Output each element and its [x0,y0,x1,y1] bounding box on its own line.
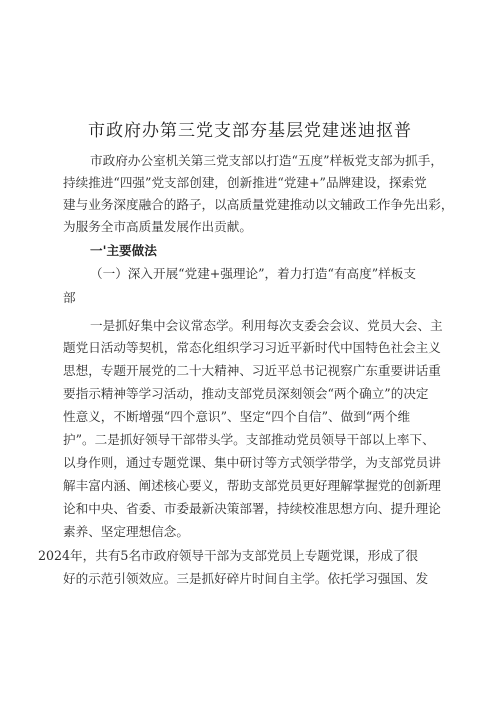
paragraph-line: 要指示精神等学习活动，推动支部党员深刻领会“两个确立”的决定 [63,386,429,401]
section-heading: 一'主要做法 [90,243,157,258]
paragraph-line: 性意义，不断增强“四个意识”、坚定“四个自信”、做到“两个维 [63,409,411,424]
paragraph-line: 持续推进“四强”党支部创建，创新推进“党建+”品牌建设，探索党 [63,175,427,190]
subsection-heading-continued: 部 [63,290,76,305]
paragraph-line: 建与业务深度融合的路子，以高质量党建推动以文辅政工作争先出彩， [63,197,454,212]
paragraph-line: 以身作则，通过专题党课、集中研讨等方式领学带学，为支部党员讲 [63,455,441,470]
paragraph-line: 2024年，共有5名市政府领导干部为支部党员上专题党课，形成了很 [38,548,419,563]
paragraph-line: 护”。二是抓好领导干部带头学。支部推动党员领导干部以上率下、 [63,432,435,447]
paragraph-line: 市政府办公室机关第三党支部以打造“五度”样板党支部为抓手， [90,153,443,168]
document-title: 市政府办第三党支部夯基层党建迷迪抠普 [88,121,412,141]
paragraph-line: 思想，专题开展党的二十大精神、习近平总书记视察广东重要讲话重 [63,363,441,378]
subsection-heading: （一）深入开展“党建+强理论”，着力打造“有高度”样板支 [90,266,416,281]
paragraph-line: 解丰富内涵、阐述核心要义，帮助支部党员更好理解掌握党的创新理 [63,478,441,493]
paragraph-line: 素养、坚定理想信念。 [63,524,189,539]
paragraph-line: 好的示范引领效应。三是抓好碎片时间自主学。依托学习强国、发 [63,571,429,586]
paragraph-line: 为服务全市高质量发展作出贡献。 [63,219,252,234]
paragraph-line: 一是抓好集中会议常态学。利用每次支委会会议、党员大会、主 [90,318,443,333]
paragraph-line: 论和中央、省委、市委最新决策部署，持续校准思想方向、提升理论 [63,501,441,516]
paragraph-line: 题党日活动等契机，常态化组织学习习近平新时代中国特色社会主义 [63,340,441,355]
